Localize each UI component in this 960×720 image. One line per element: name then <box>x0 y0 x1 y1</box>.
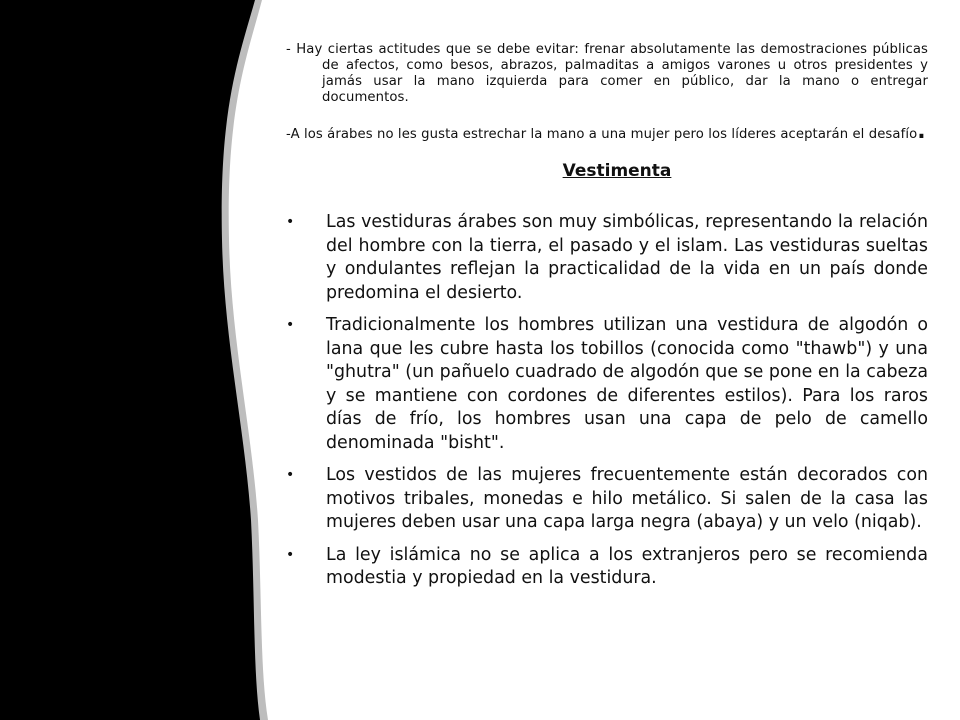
list-item-text: La ley islámica no se aplica a los extranjeros pero se recomienda modestia y propiedad en la vestidura. <box>326 544 928 588</box>
slide-content <box>286 42 928 600</box>
intro-paragraph-etiquette: - Hay ciertas actitudes que se debe evitar: frenar absolutamente las demostraciones públicas de afectos, como besos, abrazos, palmaditas a amigos varones u otros presidentes y jamás usar la mano izquierda para comer en público, dar la mano o entregar documentos. <box>286 42 928 105</box>
bullet-dot-icon: • <box>286 546 295 563</box>
decorative-side-panel <box>0 0 300 720</box>
side-panel-shape <box>0 0 260 720</box>
intro-paragraph-handshake <box>286 118 928 149</box>
section-heading: Vestimenta <box>562 161 672 181</box>
intro-paragraph-period: . <box>917 119 926 144</box>
list-item <box>286 211 928 305</box>
bullet-dot-icon: • <box>286 467 295 483</box>
bullet-list <box>286 211 928 591</box>
list-item <box>286 544 928 591</box>
list-item-text: Los vestidos de las mujeres frecuentemente están decorados con motivos tribales, monedas e hilo metálico. Si salen de la casa las mujeres deben usar una capa larga negra (abaya) y un velo (niqab). <box>326 465 928 532</box>
list-item <box>286 314 928 455</box>
list-item-text: Las vestiduras árabes son muy simbólicas, representando la relación del hombre con la tierra, el pasado y el islam. Las vestiduras sueltas y ondulantes reflejan la practicalidad de la vida en un país donde predomina el desierto. <box>326 212 928 303</box>
bullet-dot-icon: • <box>286 214 295 230</box>
intro-paragraph-handshake-text: -A los árabes no les gusta estrechar la mano a una mujer pero los líderes aceptarán el desafío <box>286 127 918 142</box>
list-item <box>286 464 928 535</box>
bullet-dot-icon: • <box>286 317 295 333</box>
list-item-text: Tradicionalmente los hombres utilizan una vestidura de algodón o lana que les cubre hasta los tobillos (conocida como "thawb") y una "ghutra" (un pañuelo cuadrado de algodón que se pone en la cabeza y se mantiene con cordones de diferentes estilos). Para los raros días de frío, los hombres usan una capa de pelo de camello denominada "bisht". <box>326 315 928 453</box>
